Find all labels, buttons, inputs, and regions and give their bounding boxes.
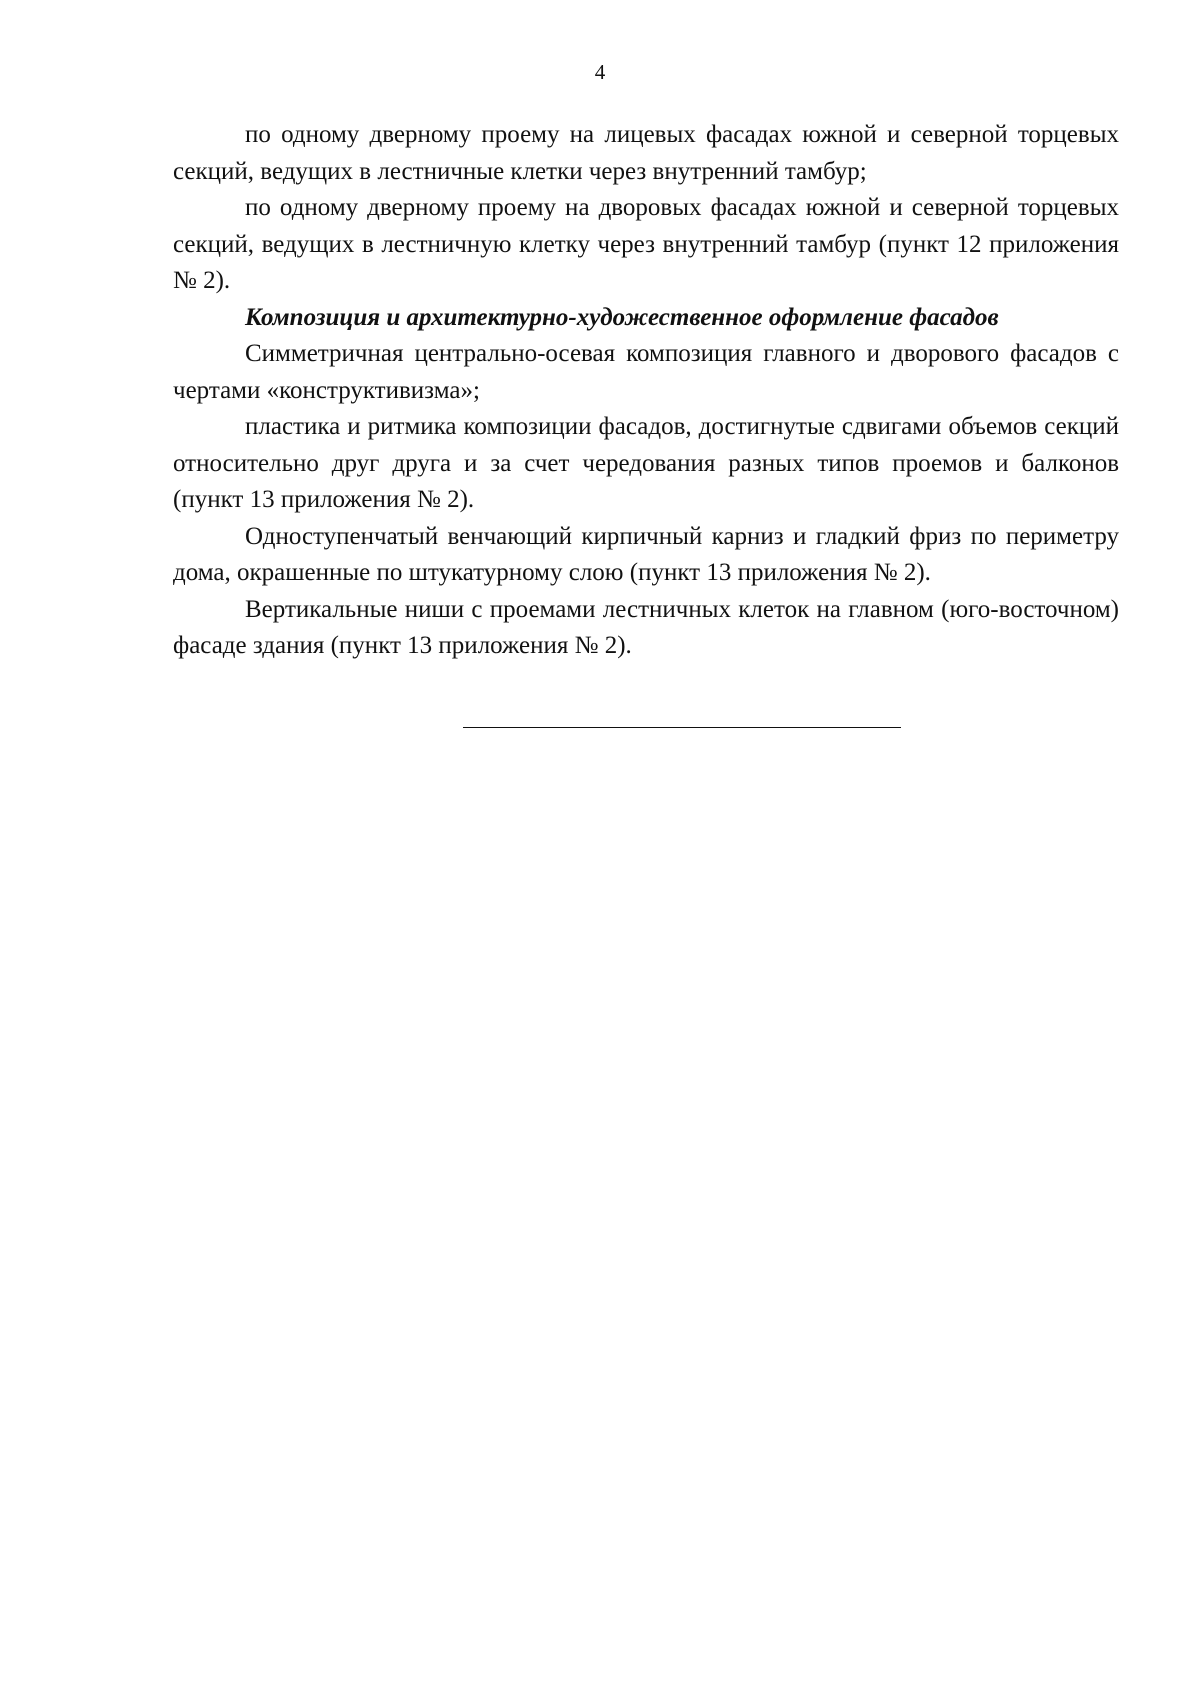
section-heading: Композиция и архитектурно-художественное оформление фасадов — [245, 303, 999, 331]
paragraph-front-facade-doorways: по одному дверному проему на лицевых фасадах южной и северной торцевых секций, ведущих в лестничные клетки через внутренний тамбур; — [173, 121, 1119, 185]
paragraph-plasticity-rhythm: пластика и ритмика композиции фасадов, достигнутые сдвигами объемов секций относительно друг друга и за счет чередования разных типов проемов и балконов (пункт 13 приложения № 2). — [173, 413, 1119, 513]
paragraph-cornice-frieze: Одноступенчатый венчающий кирпичный карниз и гладкий фриз по периметру дома, окрашенные по штукатурному слою (пункт 13 приложения № 2). — [173, 522, 1119, 586]
paragraph-vertical-niches: Вертикальные ниши с проемами лестничных клеток на главном (юго-восточном) фасаде здания (пункт 13 приложения № 2). — [173, 595, 1119, 659]
document-body — [173, 117, 1119, 665]
page-number: 4 — [594, 60, 606, 84]
paragraph-symmetric-composition: Симметричная центрально-осевая композиция главного и дворового фасадов с чертами «конструктивизма»; — [173, 340, 1119, 404]
end-of-document-rule — [463, 727, 901, 728]
paragraph-courtyard-facade-doorways: по одному дверному проему на дворовых фасадах южной и северной торцевых секций, ведущих в лестничную клетку через внутренний тамбур (пункт 12 приложения № 2). — [173, 194, 1119, 294]
